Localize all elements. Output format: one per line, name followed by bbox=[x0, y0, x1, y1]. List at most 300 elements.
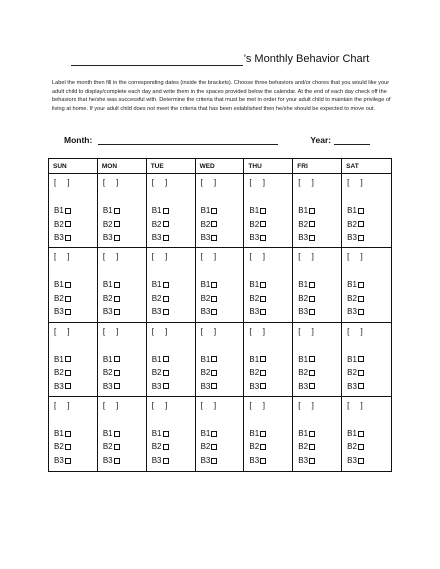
behavior-item bbox=[347, 427, 364, 441]
instructions bbox=[52, 79, 402, 113]
behavior-item bbox=[298, 231, 315, 245]
day-cell bbox=[342, 248, 391, 322]
behavior-checkbox[interactable] bbox=[358, 221, 364, 227]
behavior-label: B3 bbox=[102, 381, 113, 391]
date-bracket[interactable]: [ ] bbox=[298, 252, 314, 262]
behavior-label: B2 bbox=[298, 293, 309, 303]
day-cell bbox=[147, 174, 196, 248]
date-bracket[interactable]: [ ] bbox=[347, 326, 363, 336]
behavior-item bbox=[298, 366, 315, 380]
day-cell bbox=[98, 323, 147, 397]
day-cell bbox=[196, 397, 245, 471]
behavior-checkbox[interactable] bbox=[211, 282, 217, 288]
behavior-label: B1 bbox=[249, 428, 260, 438]
date-bracket[interactable]: [ ] bbox=[54, 178, 70, 187]
behavior-item bbox=[201, 440, 218, 454]
behavior-item bbox=[201, 427, 218, 441]
behavior-checkbox[interactable] bbox=[309, 458, 315, 464]
behavior-item bbox=[201, 218, 218, 232]
behavior-item bbox=[347, 366, 364, 380]
child-name-blank[interactable] bbox=[71, 52, 243, 66]
behavior-checkbox[interactable] bbox=[309, 383, 315, 389]
date-bracket[interactable]: [ ] bbox=[298, 400, 314, 410]
behavior-checkbox[interactable] bbox=[65, 458, 71, 464]
date-bracket[interactable]: [ ] bbox=[102, 400, 119, 410]
behavior-checkbox[interactable] bbox=[260, 370, 266, 376]
behavior-checkbox[interactable] bbox=[260, 383, 266, 389]
month-blank[interactable] bbox=[98, 134, 278, 145]
behavior-checkbox[interactable] bbox=[309, 309, 315, 315]
behavior-checkbox[interactable] bbox=[211, 221, 217, 227]
date-bracket[interactable]: [ ] bbox=[347, 178, 363, 187]
behavior-checkbox[interactable] bbox=[211, 208, 217, 214]
behavior-label: B2 bbox=[54, 219, 64, 229]
behavior-label: B2 bbox=[249, 293, 260, 303]
behavior-checkbox[interactable] bbox=[65, 444, 71, 450]
behavior-checkbox[interactable] bbox=[358, 370, 364, 376]
behavior-checkbox[interactable] bbox=[358, 208, 364, 214]
behavior-label: B2 bbox=[54, 368, 64, 377]
behavior-label: B1 bbox=[54, 428, 64, 438]
behavior-label: B1 bbox=[54, 206, 64, 215]
behavior-item bbox=[103, 440, 120, 454]
behavior-checkbox[interactable] bbox=[163, 383, 169, 389]
behavior-item bbox=[152, 278, 169, 292]
behavior-checkbox[interactable] bbox=[309, 208, 315, 214]
behavior-checklist bbox=[347, 278, 364, 319]
behavior-checkbox[interactable] bbox=[65, 431, 71, 437]
behavior-item bbox=[152, 218, 169, 232]
behavior-label: B3 bbox=[54, 455, 64, 465]
day-cell bbox=[244, 174, 293, 248]
behavior-item bbox=[201, 278, 218, 292]
behavior-checkbox[interactable] bbox=[260, 221, 266, 227]
behavior-checkbox[interactable] bbox=[260, 235, 266, 241]
date-bracket[interactable]: [ ] bbox=[102, 326, 119, 336]
behavior-checkbox[interactable] bbox=[358, 383, 364, 389]
behavior-label: B1 bbox=[298, 428, 309, 438]
behavior-item bbox=[298, 353, 315, 367]
day-cell bbox=[244, 397, 293, 471]
behavior-checkbox[interactable] bbox=[114, 356, 120, 362]
behavior-label: B1 bbox=[347, 354, 357, 364]
calendar-grid bbox=[48, 158, 392, 472]
behavior-checkbox[interactable] bbox=[358, 235, 364, 241]
behavior-label: B1 bbox=[151, 206, 162, 215]
behavior-item bbox=[298, 305, 315, 319]
behavior-label: B3 bbox=[102, 307, 113, 317]
day-cell bbox=[49, 174, 98, 248]
behavior-label: B2 bbox=[102, 368, 113, 377]
behavior-item bbox=[347, 278, 364, 292]
behavior-checklist bbox=[54, 278, 71, 319]
behavior-checkbox[interactable] bbox=[163, 296, 169, 302]
behavior-checkbox[interactable] bbox=[163, 431, 169, 437]
behavior-label: B1 bbox=[151, 428, 162, 438]
behavior-item bbox=[103, 278, 120, 292]
behavior-label: B3 bbox=[298, 233, 309, 242]
behavior-label: B2 bbox=[249, 219, 260, 229]
behavior-checklist bbox=[298, 427, 315, 468]
behavior-checkbox[interactable] bbox=[65, 356, 71, 362]
behavior-item bbox=[152, 454, 169, 468]
behavior-checkbox[interactable] bbox=[358, 356, 364, 362]
date-bracket[interactable]: [ ] bbox=[200, 178, 217, 187]
behavior-label: B1 bbox=[54, 354, 64, 364]
behavior-label: B2 bbox=[347, 293, 357, 303]
behavior-checkbox[interactable] bbox=[260, 444, 266, 450]
behavior-item bbox=[347, 440, 364, 454]
behavior-item bbox=[298, 440, 315, 454]
behavior-label: B3 bbox=[200, 455, 211, 465]
behavior-checkbox[interactable] bbox=[114, 370, 120, 376]
behavior-item bbox=[54, 278, 71, 292]
behavior-label: B2 bbox=[200, 368, 211, 377]
behavior-checkbox[interactable] bbox=[114, 458, 120, 464]
behavior-checklist bbox=[152, 427, 169, 468]
day-header-thu: THU bbox=[244, 159, 293, 174]
behavior-checkbox[interactable] bbox=[211, 444, 217, 450]
behavior-item bbox=[249, 427, 266, 441]
date-bracket[interactable]: [ ] bbox=[200, 252, 217, 262]
behavior-checkbox[interactable] bbox=[309, 444, 315, 450]
behavior-item bbox=[54, 380, 71, 394]
behavior-checkbox[interactable] bbox=[163, 235, 169, 241]
behavior-item bbox=[201, 305, 218, 319]
behavior-item bbox=[298, 427, 315, 441]
behavior-checkbox[interactable] bbox=[163, 208, 169, 214]
behavior-checklist bbox=[249, 353, 266, 394]
behavior-item bbox=[54, 218, 71, 232]
behavior-item bbox=[152, 427, 169, 441]
day-header-sun: SUN bbox=[49, 159, 98, 174]
behavior-checkbox[interactable] bbox=[114, 235, 120, 241]
behavior-label: B1 bbox=[298, 206, 309, 215]
behavior-checkbox[interactable] bbox=[260, 431, 266, 437]
behavior-label: B1 bbox=[102, 206, 113, 215]
behavior-item bbox=[298, 218, 315, 232]
behavior-checkbox[interactable] bbox=[163, 444, 169, 450]
day-cell bbox=[196, 248, 245, 322]
behavior-checkbox[interactable] bbox=[358, 309, 364, 315]
date-bracket[interactable]: [ ] bbox=[249, 252, 265, 262]
behavior-label: B2 bbox=[54, 293, 64, 303]
behavior-label: B2 bbox=[298, 219, 309, 229]
behavior-checkbox[interactable] bbox=[358, 444, 364, 450]
behavior-checklist bbox=[54, 353, 71, 394]
behavior-label: B1 bbox=[347, 280, 357, 290]
date-bracket[interactable]: [ ] bbox=[54, 400, 70, 410]
day-cell bbox=[147, 248, 196, 322]
behavior-item bbox=[249, 231, 266, 245]
behavior-label: B2 bbox=[151, 368, 162, 377]
date-bracket[interactable]: [ ] bbox=[200, 400, 217, 410]
day-cell bbox=[49, 323, 98, 397]
behavior-checkbox[interactable] bbox=[309, 356, 315, 362]
behavior-label: B2 bbox=[347, 219, 357, 229]
behavior-label: B3 bbox=[249, 455, 260, 465]
month-label: Month: bbox=[64, 135, 93, 145]
behavior-label: B2 bbox=[54, 442, 64, 452]
behavior-label: B1 bbox=[249, 354, 260, 364]
behavior-item bbox=[103, 218, 120, 232]
behavior-label: B2 bbox=[102, 219, 113, 229]
behavior-checkbox[interactable] bbox=[211, 356, 217, 362]
behavior-checkbox[interactable] bbox=[114, 309, 120, 315]
day-cell bbox=[49, 248, 98, 322]
behavior-checkbox[interactable] bbox=[260, 282, 266, 288]
behavior-checkbox[interactable] bbox=[163, 458, 169, 464]
behavior-checkbox[interactable] bbox=[211, 458, 217, 464]
behavior-checkbox[interactable] bbox=[309, 221, 315, 227]
behavior-label: B3 bbox=[249, 233, 260, 242]
behavior-label: B2 bbox=[102, 442, 113, 452]
behavior-checkbox[interactable] bbox=[260, 296, 266, 302]
behavior-label: B1 bbox=[249, 280, 260, 290]
behavior-label: B3 bbox=[298, 381, 309, 391]
date-bracket[interactable]: [ ] bbox=[102, 178, 119, 187]
behavior-item bbox=[103, 353, 120, 367]
behavior-item bbox=[54, 427, 71, 441]
year-blank[interactable] bbox=[334, 134, 370, 145]
behavior-checkbox[interactable] bbox=[65, 309, 71, 315]
behavior-checklist bbox=[298, 278, 315, 319]
behavior-checkbox[interactable] bbox=[358, 282, 364, 288]
behavior-item bbox=[152, 292, 169, 306]
behavior-checklist bbox=[152, 353, 169, 394]
behavior-label: B1 bbox=[347, 206, 357, 215]
behavior-item bbox=[347, 204, 364, 218]
date-bracket[interactable]: [ ] bbox=[102, 252, 119, 262]
behavior-label: B1 bbox=[347, 428, 357, 438]
behavior-label: B1 bbox=[102, 428, 113, 438]
behavior-checkbox[interactable] bbox=[309, 370, 315, 376]
date-bracket[interactable]: [ ] bbox=[54, 326, 70, 336]
behavior-checkbox[interactable] bbox=[260, 309, 266, 315]
behavior-item bbox=[201, 366, 218, 380]
behavior-checklist bbox=[103, 278, 120, 319]
behavior-item bbox=[54, 440, 71, 454]
behavior-checkbox[interactable] bbox=[309, 235, 315, 241]
behavior-label: B3 bbox=[347, 381, 357, 391]
day-cell bbox=[293, 174, 342, 248]
behavior-checklist bbox=[152, 204, 169, 245]
day-cell bbox=[293, 397, 342, 471]
behavior-item bbox=[103, 454, 120, 468]
behavior-item bbox=[249, 292, 266, 306]
behavior-checkbox[interactable] bbox=[65, 235, 71, 241]
date-bracket[interactable]: [ ] bbox=[249, 178, 265, 187]
behavior-label: B2 bbox=[347, 368, 357, 377]
behavior-checkbox[interactable] bbox=[114, 431, 120, 437]
behavior-checkbox[interactable] bbox=[211, 370, 217, 376]
behavior-label: B2 bbox=[347, 442, 357, 452]
day-cell bbox=[98, 248, 147, 322]
behavior-item bbox=[249, 278, 266, 292]
day-cell bbox=[342, 174, 391, 248]
day-cell bbox=[147, 323, 196, 397]
behavior-checkbox[interactable] bbox=[65, 282, 71, 288]
day-header-fri: FRI bbox=[293, 159, 342, 174]
behavior-checkbox[interactable] bbox=[114, 221, 120, 227]
behavior-checkbox[interactable] bbox=[309, 431, 315, 437]
behavior-item bbox=[298, 278, 315, 292]
day-cell bbox=[342, 397, 391, 471]
day-cell bbox=[293, 323, 342, 397]
behavior-checkbox[interactable] bbox=[114, 282, 120, 288]
behavior-checklist bbox=[103, 427, 120, 468]
behavior-checkbox[interactable] bbox=[65, 383, 71, 389]
behavior-checkbox[interactable] bbox=[358, 458, 364, 464]
day-header-sat: SAT bbox=[342, 159, 391, 174]
behavior-checkbox[interactable] bbox=[114, 444, 120, 450]
behavior-label: B2 bbox=[200, 219, 211, 229]
behavior-label: B1 bbox=[102, 280, 113, 290]
chart-title-row bbox=[0, 52, 440, 66]
behavior-checkbox[interactable] bbox=[114, 208, 120, 214]
behavior-item bbox=[103, 292, 120, 306]
behavior-checkbox[interactable] bbox=[358, 296, 364, 302]
behavior-item bbox=[201, 454, 218, 468]
behavior-checklist bbox=[54, 427, 71, 468]
behavior-label: B3 bbox=[200, 233, 211, 242]
behavior-checklist bbox=[298, 353, 315, 394]
date-bracket[interactable]: [ ] bbox=[347, 252, 363, 262]
behavior-checkbox[interactable] bbox=[211, 383, 217, 389]
behavior-label: B3 bbox=[298, 307, 309, 317]
behavior-item bbox=[347, 454, 364, 468]
behavior-checklist bbox=[249, 204, 266, 245]
behavior-checklist bbox=[103, 204, 120, 245]
date-bracket[interactable]: [ ] bbox=[151, 326, 168, 336]
date-bracket[interactable]: [ ] bbox=[151, 400, 168, 410]
behavior-label: B3 bbox=[54, 233, 64, 242]
date-bracket[interactable]: [ ] bbox=[151, 252, 168, 262]
behavior-checklist bbox=[201, 204, 218, 245]
behavior-label: B2 bbox=[200, 293, 211, 303]
behavior-label: B1 bbox=[151, 280, 162, 290]
date-bracket[interactable]: [ ] bbox=[298, 326, 314, 336]
day-cell bbox=[147, 397, 196, 471]
behavior-checkbox[interactable] bbox=[65, 296, 71, 302]
date-bracket[interactable]: [ ] bbox=[249, 326, 265, 336]
date-bracket[interactable]: [ ] bbox=[151, 178, 168, 187]
behavior-item bbox=[152, 440, 169, 454]
behavior-checkbox[interactable] bbox=[211, 296, 217, 302]
behavior-label: B3 bbox=[200, 381, 211, 391]
behavior-item bbox=[54, 305, 71, 319]
behavior-label: B3 bbox=[298, 455, 309, 465]
behavior-checklist bbox=[152, 278, 169, 319]
behavior-item bbox=[201, 353, 218, 367]
behavior-checkbox[interactable] bbox=[211, 309, 217, 315]
behavior-label: B3 bbox=[249, 307, 260, 317]
behavior-item bbox=[54, 454, 71, 468]
behavior-item bbox=[54, 204, 71, 218]
behavior-item bbox=[249, 353, 266, 367]
behavior-item bbox=[249, 380, 266, 394]
behavior-item bbox=[103, 380, 120, 394]
behavior-label: B3 bbox=[151, 233, 162, 242]
behavior-checkbox[interactable] bbox=[260, 356, 266, 362]
behavior-label: B3 bbox=[54, 381, 64, 391]
behavior-checkbox[interactable] bbox=[114, 296, 120, 302]
date-bracket[interactable]: [ ] bbox=[200, 326, 217, 336]
behavior-item bbox=[152, 380, 169, 394]
year-label: Year: bbox=[310, 135, 332, 145]
behavior-checkbox[interactable] bbox=[65, 221, 71, 227]
behavior-checkbox[interactable] bbox=[163, 370, 169, 376]
behavior-checkbox[interactable] bbox=[211, 431, 217, 437]
behavior-item bbox=[298, 380, 315, 394]
behavior-checkbox[interactable] bbox=[260, 208, 266, 214]
behavior-item bbox=[249, 366, 266, 380]
behavior-label: B2 bbox=[298, 368, 309, 377]
behavior-label: B2 bbox=[151, 442, 162, 452]
behavior-item bbox=[249, 440, 266, 454]
behavior-label: B1 bbox=[200, 280, 211, 290]
behavior-checkbox[interactable] bbox=[309, 282, 315, 288]
behavior-checklist bbox=[298, 204, 315, 245]
date-bracket[interactable]: [ ] bbox=[54, 252, 70, 262]
behavior-item bbox=[54, 353, 71, 367]
behavior-item bbox=[201, 292, 218, 306]
behavior-item bbox=[347, 231, 364, 245]
behavior-checkbox[interactable] bbox=[163, 221, 169, 227]
behavior-label: B1 bbox=[298, 280, 309, 290]
behavior-item bbox=[298, 292, 315, 306]
behavior-item bbox=[54, 366, 71, 380]
behavior-item bbox=[201, 204, 218, 218]
day-cell bbox=[196, 323, 245, 397]
behavior-checkbox[interactable] bbox=[163, 282, 169, 288]
date-bracket[interactable]: [ ] bbox=[298, 178, 314, 187]
behavior-checkbox[interactable] bbox=[65, 208, 71, 214]
behavior-label: B2 bbox=[151, 293, 162, 303]
behavior-checklist bbox=[54, 204, 71, 245]
behavior-checkbox[interactable] bbox=[114, 383, 120, 389]
day-cell bbox=[293, 248, 342, 322]
behavior-item bbox=[152, 353, 169, 367]
behavior-checkbox[interactable] bbox=[358, 431, 364, 437]
chart-title: ’s Monthly Behavior Chart bbox=[243, 53, 370, 65]
behavior-label: B3 bbox=[347, 233, 357, 242]
day-cell bbox=[98, 174, 147, 248]
behavior-checkbox[interactable] bbox=[260, 458, 266, 464]
behavior-checkbox[interactable] bbox=[163, 356, 169, 362]
day-header-wed: WED bbox=[196, 159, 245, 174]
behavior-label: B3 bbox=[54, 307, 64, 317]
behavior-item bbox=[249, 305, 266, 319]
behavior-item bbox=[298, 454, 315, 468]
day-header-mon: MON bbox=[98, 159, 147, 174]
behavior-item bbox=[103, 305, 120, 319]
behavior-checkbox[interactable] bbox=[309, 296, 315, 302]
behavior-item bbox=[347, 353, 364, 367]
behavior-checkbox[interactable] bbox=[163, 309, 169, 315]
date-bracket[interactable]: [ ] bbox=[347, 400, 363, 410]
behavior-label: B1 bbox=[200, 428, 211, 438]
behavior-label: B1 bbox=[54, 280, 64, 290]
date-bracket[interactable]: [ ] bbox=[249, 400, 265, 410]
behavior-label: B2 bbox=[249, 442, 260, 452]
behavior-checklist bbox=[347, 427, 364, 468]
behavior-checkbox[interactable] bbox=[211, 235, 217, 241]
behavior-checklist bbox=[347, 204, 364, 245]
behavior-checkbox[interactable] bbox=[65, 370, 71, 376]
day-cell bbox=[98, 397, 147, 471]
behavior-label: B3 bbox=[151, 307, 162, 317]
